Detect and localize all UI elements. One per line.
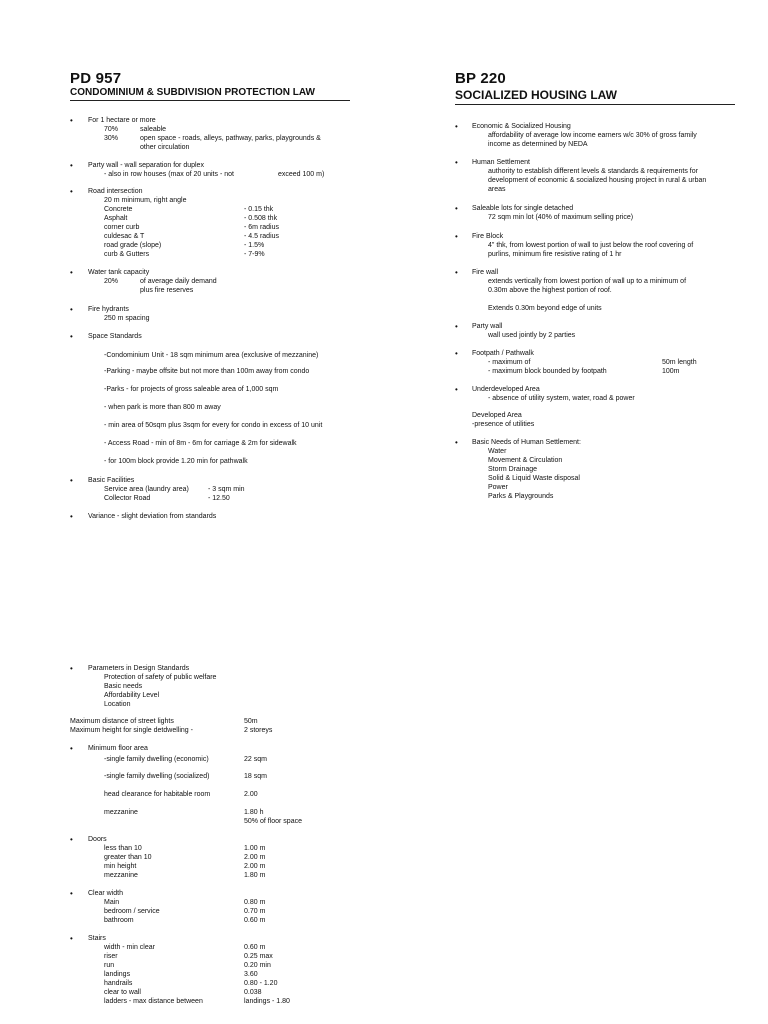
clear-value: 0.80 m: [244, 899, 266, 906]
econ-line: affordability of average low income earners w/c 30% of gross family: [488, 132, 697, 139]
hectare-head: For 1 hectare or more: [88, 117, 156, 124]
bullet: •: [70, 332, 73, 341]
stairs-item: handrails: [104, 980, 133, 987]
stairs-item: run: [104, 962, 115, 969]
water-line: plus fire reserves: [140, 287, 194, 294]
floor-value: 2.00: [244, 791, 258, 798]
road-value: - 4.5 radius: [244, 233, 280, 240]
doors-item: min height: [104, 863, 137, 870]
stairs-value: 0.25 max: [244, 953, 273, 960]
hydrants-sub: 250 m spacing: [104, 315, 150, 322]
needs-item: Solid & Liquid Waste disposal: [488, 475, 580, 482]
bullet: •: [455, 322, 458, 331]
hectare-pct: 30%: [104, 135, 119, 142]
water-head: Water tank capacity: [88, 269, 150, 276]
partywall-r-head: Party wall: [472, 323, 503, 330]
height-label: Maximum height for single detdwelling -: [70, 727, 193, 734]
bullet: •: [455, 349, 458, 358]
space-item: - min area of 50sqm plus 3sqm for every for condo in excess of 10 unit: [104, 422, 323, 429]
stairs-value: 0.60 m: [244, 944, 266, 951]
stairs-value: 0.80 - 1.20: [244, 980, 278, 987]
stairs-item: clear to wall: [104, 989, 141, 996]
params-item: Location: [104, 701, 131, 708]
stairs-value: 3.60: [244, 971, 258, 978]
developed-sub: -presence of utilities: [472, 421, 535, 428]
stairs-item: ladders - max distance between: [104, 998, 203, 1005]
bullet: •: [70, 268, 73, 277]
right-title-rule: [455, 104, 735, 105]
bullet: •: [455, 122, 458, 131]
doors-value: 2.00 m: [244, 863, 266, 870]
partywall-r-sub: wall used jointly by 2 parties: [488, 332, 576, 339]
hydrants-head: Fire hydrants: [88, 306, 129, 313]
road-value: - 0.508 thk: [244, 215, 278, 222]
bullet: •: [70, 835, 73, 844]
clear-value: 0.60 m: [244, 917, 266, 924]
floor-item: -single family dwelling (socialized): [104, 773, 210, 780]
road-item: Concrete: [104, 206, 133, 213]
floor-head: Minimum floor area: [88, 745, 148, 752]
doors-value: 2.00 m: [244, 854, 266, 861]
bullet: •: [70, 116, 73, 125]
bullet: •: [455, 438, 458, 447]
firewall-line: Extends 0.30m beyond edge of units: [488, 305, 602, 312]
water-line: of average daily demand: [140, 278, 217, 285]
basic-value: - 12.50: [208, 495, 230, 502]
bullet: •: [455, 268, 458, 277]
road-sub: 20 m minimum, right angle: [104, 197, 187, 204]
bullet: •: [70, 305, 73, 314]
space-item: -Parking - maybe offsite but not more than 100m away from condo: [104, 368, 310, 375]
hectare-cont: other circulation: [140, 144, 190, 151]
floor-value: 1.80 h: [244, 809, 264, 816]
doors-value: 1.00 m: [244, 845, 266, 852]
right-title: SOCIALIZED HOUSING LAW: [455, 88, 617, 102]
doors-item: greater than 10: [104, 854, 152, 861]
stairs-item: landings: [104, 971, 131, 978]
bullet: •: [70, 476, 73, 485]
human-head: Human Settlement: [472, 159, 530, 166]
space-item: - for 100m block provide 1.20 min for pathwalk: [104, 458, 248, 465]
left-code: PD 957: [70, 70, 122, 87]
road-value: - 1.5%: [244, 242, 265, 249]
basic-value: - 3 sqm min: [208, 486, 245, 493]
space-item: -Condominium Unit - 18 sqm minimum area (exclusive of mezzanine): [104, 352, 319, 359]
needs-item: Parks & Playgrounds: [488, 493, 554, 500]
fireblock-line: 4" thk, from lowest portion of wall to just below the roof covering of: [488, 242, 694, 249]
econ-line: income as determined by NEDA: [488, 141, 588, 148]
doors-item: less than 10: [104, 845, 142, 852]
space-item: - when park is more than 800 m away: [104, 404, 221, 411]
basic-item: Service area (laundry area): [104, 486, 189, 493]
saleable-sub: 72 sqm min lot (40% of maximum selling price): [488, 214, 634, 221]
stairs-item: riser: [104, 953, 118, 960]
clear-head: Clear width: [88, 890, 124, 897]
bullet: •: [70, 744, 73, 753]
stairs-value: 0.20 min: [244, 962, 271, 969]
bullet: •: [455, 158, 458, 167]
road-head: Road intersection: [88, 188, 143, 195]
road-item: road grade (slope): [104, 242, 162, 249]
footpath-item: - maximum block bounded by footpath: [488, 368, 607, 375]
bullet: •: [70, 934, 73, 943]
left-title: CONDOMINIUM & SUBDIVISION PROTECTION LAW: [70, 87, 315, 98]
floor-value: 18 sqm: [244, 773, 267, 780]
bullet: •: [70, 889, 73, 898]
firewall-line: extends vertically from lowest portion of wall up to a minimum of: [488, 278, 687, 285]
streetlights-label: Maximum distance of street lights: [70, 718, 174, 725]
human-line: development of economic & socialized housing project in rural & urban: [488, 177, 707, 184]
fireblock-line: purlins, minimum fire resistive rating of 1 hr: [488, 251, 622, 258]
clear-value: 0.70 m: [244, 908, 266, 915]
hectare-label: open space - roads, alleys, pathway, parks, playgrounds &: [140, 135, 321, 142]
left-title-rule: [70, 100, 350, 101]
needs-item: Storm Drainage: [488, 466, 538, 473]
stairs-value: landings - 1.80: [244, 998, 290, 1005]
road-value: - 7-9%: [244, 251, 265, 258]
road-item: corner curb: [104, 224, 140, 231]
human-line: authority to establish different levels & standards & requirements for: [488, 168, 698, 175]
footpath-value: 100m: [662, 368, 680, 375]
partywall-head: Party wall - wall separation for duplex: [88, 162, 204, 169]
underdev-sub: - absence of utility system, water, road & power: [488, 395, 635, 402]
params-item: Protection of safety of public welfare: [104, 674, 217, 681]
floor-item: -single family dwelling (economic): [104, 756, 209, 763]
bullet: •: [455, 204, 458, 213]
needs-item: Movement & Circulation: [488, 457, 563, 464]
econ-head: Economic & Socialized Housing: [472, 123, 571, 130]
bullet: •: [455, 385, 458, 394]
bullet: •: [455, 232, 458, 241]
variance: Variance - slight deviation from standards: [88, 513, 217, 520]
water-pct: 20%: [104, 278, 119, 285]
firewall-line: 0.30m above the highest portion of roof.: [488, 287, 612, 294]
needs-head: Basic Needs of Human Settlement:: [472, 439, 581, 446]
partywall-line: - also in row houses (max of 20 units - not: [104, 171, 234, 178]
floor-extra: 50% of floor space: [244, 818, 302, 825]
doors-value: 1.80 m: [244, 872, 266, 879]
params-item: Affordability Level: [104, 692, 160, 699]
doors-head: Doors: [88, 836, 107, 843]
hectare-label: saleable: [140, 126, 167, 133]
needs-item: Water: [488, 448, 507, 455]
floor-value: 22 sqm: [244, 756, 267, 763]
stairs-item: width - min clear: [104, 944, 155, 951]
partywall-tail: exceed 100 m): [278, 171, 325, 178]
human-line: areas: [488, 186, 506, 193]
fireblock-head: Fire Block: [472, 233, 504, 240]
road-item: Asphalt: [104, 215, 128, 222]
bullet: •: [70, 161, 73, 170]
developed-head: Developed Area: [472, 412, 522, 419]
saleable-head: Saleable lots for single detached: [472, 205, 574, 212]
clear-item: bedroom / service: [104, 908, 160, 915]
basic-item: Collector Road: [104, 495, 151, 502]
firewall-head: Fire wall: [472, 269, 499, 276]
bullet: •: [70, 512, 73, 521]
space-item: - Access Road - min of 8m - 6m for carriage & 2m for sidewalk: [104, 440, 297, 447]
road-value: - 6m radius: [244, 224, 280, 231]
road-item: culdesac & T: [104, 233, 145, 240]
stairs-value: 0.038: [244, 989, 262, 996]
space-head: Space Standards: [88, 333, 142, 340]
hectare-pct: 70%: [104, 126, 119, 133]
streetlights-value: 50m: [244, 718, 258, 725]
road-item: curb & Gutters: [104, 251, 150, 258]
basic-head: Basic Facilities: [88, 477, 135, 484]
needs-item: Power: [488, 484, 508, 491]
footpath-head: Footpath / Pathwalk: [472, 350, 534, 357]
bullet: •: [70, 187, 73, 196]
underdev-head: Underdeveloped Area: [472, 386, 540, 393]
right-code: BP 220: [455, 70, 506, 87]
space-item: -Parks - for projects of gross saleable area of 1,000 sqm: [104, 386, 279, 393]
params-item: Basic needs: [104, 683, 143, 690]
floor-item: head clearance for habitable room: [104, 791, 211, 798]
params-head: Parameters in Design Standards: [88, 665, 190, 672]
clear-item: Main: [104, 899, 120, 906]
floor-item: mezzanine: [104, 809, 138, 816]
clear-item: bathroom: [104, 917, 134, 924]
footpath-value: 50m length: [662, 359, 697, 366]
bullet: •: [70, 664, 73, 673]
height-value: 2 storeys: [244, 727, 273, 734]
stairs-head: Stairs: [88, 935, 106, 942]
footpath-item: - maximum of: [488, 359, 531, 366]
road-value: - 0.15 thk: [244, 206, 274, 213]
doors-item: mezzanine: [104, 872, 138, 879]
